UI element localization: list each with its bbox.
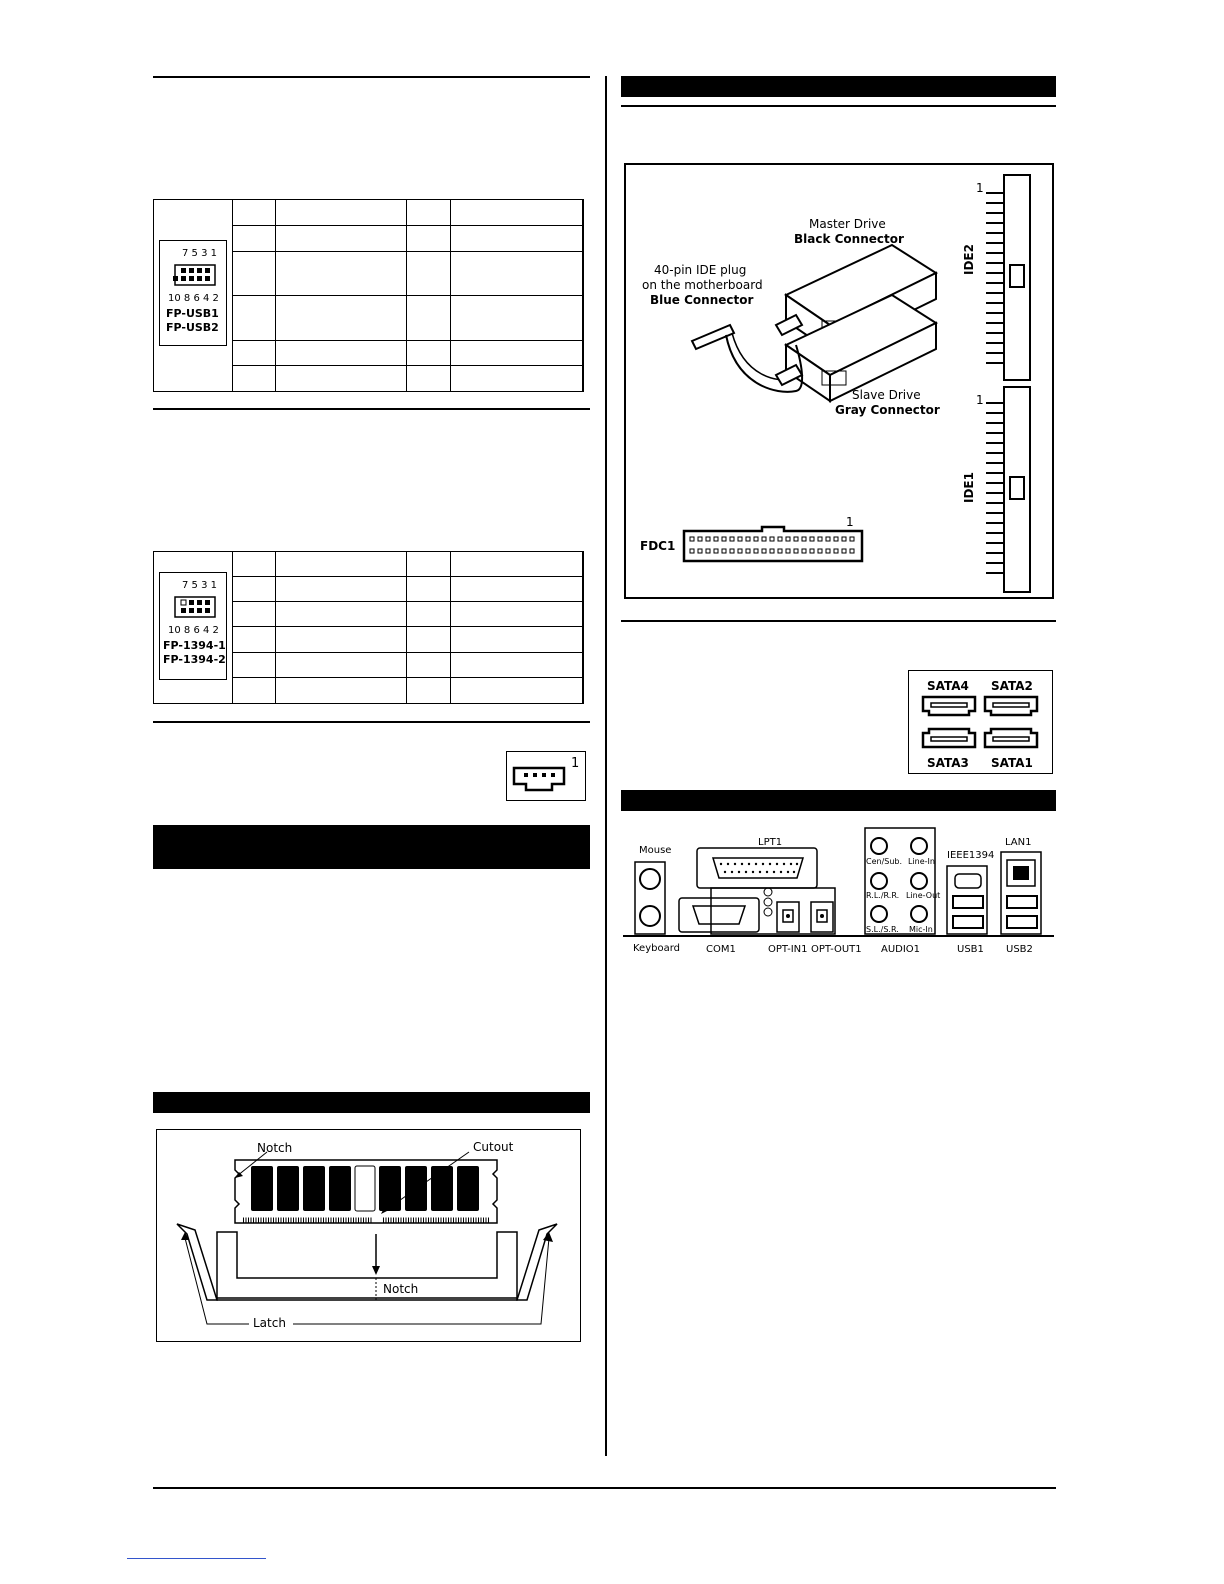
rl-rr-label: R.L./R.R. [866,891,900,900]
sata2-label: SATA2 [991,679,1033,693]
cd-in-connector-box [506,751,586,801]
lpt-label: LPT1 [758,837,783,848]
footer-rule [153,1487,1056,1489]
ide-plug-label-1: 40-pin IDE plug [654,263,747,277]
sl-sr-label: S.L./S.R. [866,925,899,934]
line-out-label: Line-Out [906,891,941,900]
slave-drive-connector-label: Gray Connector [835,403,940,417]
dimm-cutout-label: Cutout [473,1140,514,1154]
ieee-pin-grid [232,551,584,704]
usb-pins-bottom: 10 8 6 4 2 [168,293,219,304]
ide2-label: IDE2 [962,244,976,275]
fdc-label: FDC1 [640,539,676,553]
sata3-label: SATA3 [927,756,969,770]
ide-fdc-diagram [624,163,1054,599]
usb-header-name-1: FP-USB1 [166,307,219,320]
ide2-pin1-label: 1 [976,181,984,195]
ide1-pin1-label: 1 [976,393,984,407]
audio-label: AUDIO1 [881,944,921,955]
back-panel-diagram [621,826,1056,961]
column-divider [605,76,607,1456]
section-rule [621,105,1056,107]
section-header-bar [621,76,1056,97]
section-header-bar [621,790,1056,811]
ieee-pins-bottom: 10 8 6 4 2 [168,625,219,636]
ieee-header-pins-icon [173,595,217,621]
dimm-install-diagram [156,1129,581,1342]
ieee-header-diagram [159,572,227,680]
dimm-latch-label: Latch [253,1316,286,1330]
master-drive-label: Master Drive [809,217,886,231]
back-panel-illustration [621,826,1056,938]
master-drive-connector-label: Black Connector [794,232,904,246]
ieee-pin-table [153,551,583,704]
sata1-label: SATA1 [991,756,1033,770]
section-header-bar [153,1092,590,1113]
section-rule [153,76,590,78]
usb2-label: USB2 [1006,944,1033,955]
ieee-header-name-2: FP-1394-2 [163,653,226,666]
opt-out-label: OPT-OUT1 [811,944,862,955]
ide-plug-label-3: Blue Connector [650,293,754,307]
usb-header-name-2: FP-USB2 [166,321,219,334]
sata-connectors-box [908,670,1053,774]
mouse-label: Mouse [639,845,672,856]
usb-pin-table [153,199,583,392]
usb-header-pins-icon [173,263,217,289]
lan-label: LAN1 [1005,837,1032,848]
section-rule [153,408,590,410]
slave-drive-label: Slave Drive [852,388,921,402]
cd-in-connector-icon [512,762,568,794]
usb-header-diagram [159,240,227,346]
keyboard-label: Keyboard [633,943,681,954]
usb-pins-top: 7 5 3 1 [182,248,217,259]
section-header-bar [153,825,590,869]
fdc-pin1-label: 1 [846,515,854,529]
sata4-label: SATA4 [927,679,969,693]
line-in-label: Line-In [908,857,935,866]
footer-link-underline [127,1558,266,1559]
opt-in-label: OPT-IN1 [768,944,808,955]
usb-pin-grid [232,199,584,392]
cd-in-pin1-label: 1 [571,756,580,771]
dimm-slot-notch-label: Notch [383,1282,419,1296]
ieee1394-label: IEEE1394 [947,850,995,861]
ieee-pins-top: 7 5 3 1 [182,580,217,591]
cen-sub-label: Cen/Sub. [866,857,903,866]
ide-plug-label-2: on the motherboard [642,278,763,292]
sata-ports-icon [917,693,1045,755]
dimm-notch-label: Notch [257,1141,293,1155]
section-rule [621,620,1056,622]
dimm-module-illustration [157,1130,580,1341]
section-rule [153,721,590,723]
ieee-header-name-1: FP-1394-1 [163,639,226,652]
mic-in-label: Mic-In [909,925,933,934]
ide1-label: IDE1 [962,472,976,503]
usb1-label: USB1 [957,944,984,955]
com-label: COM1 [706,944,736,955]
